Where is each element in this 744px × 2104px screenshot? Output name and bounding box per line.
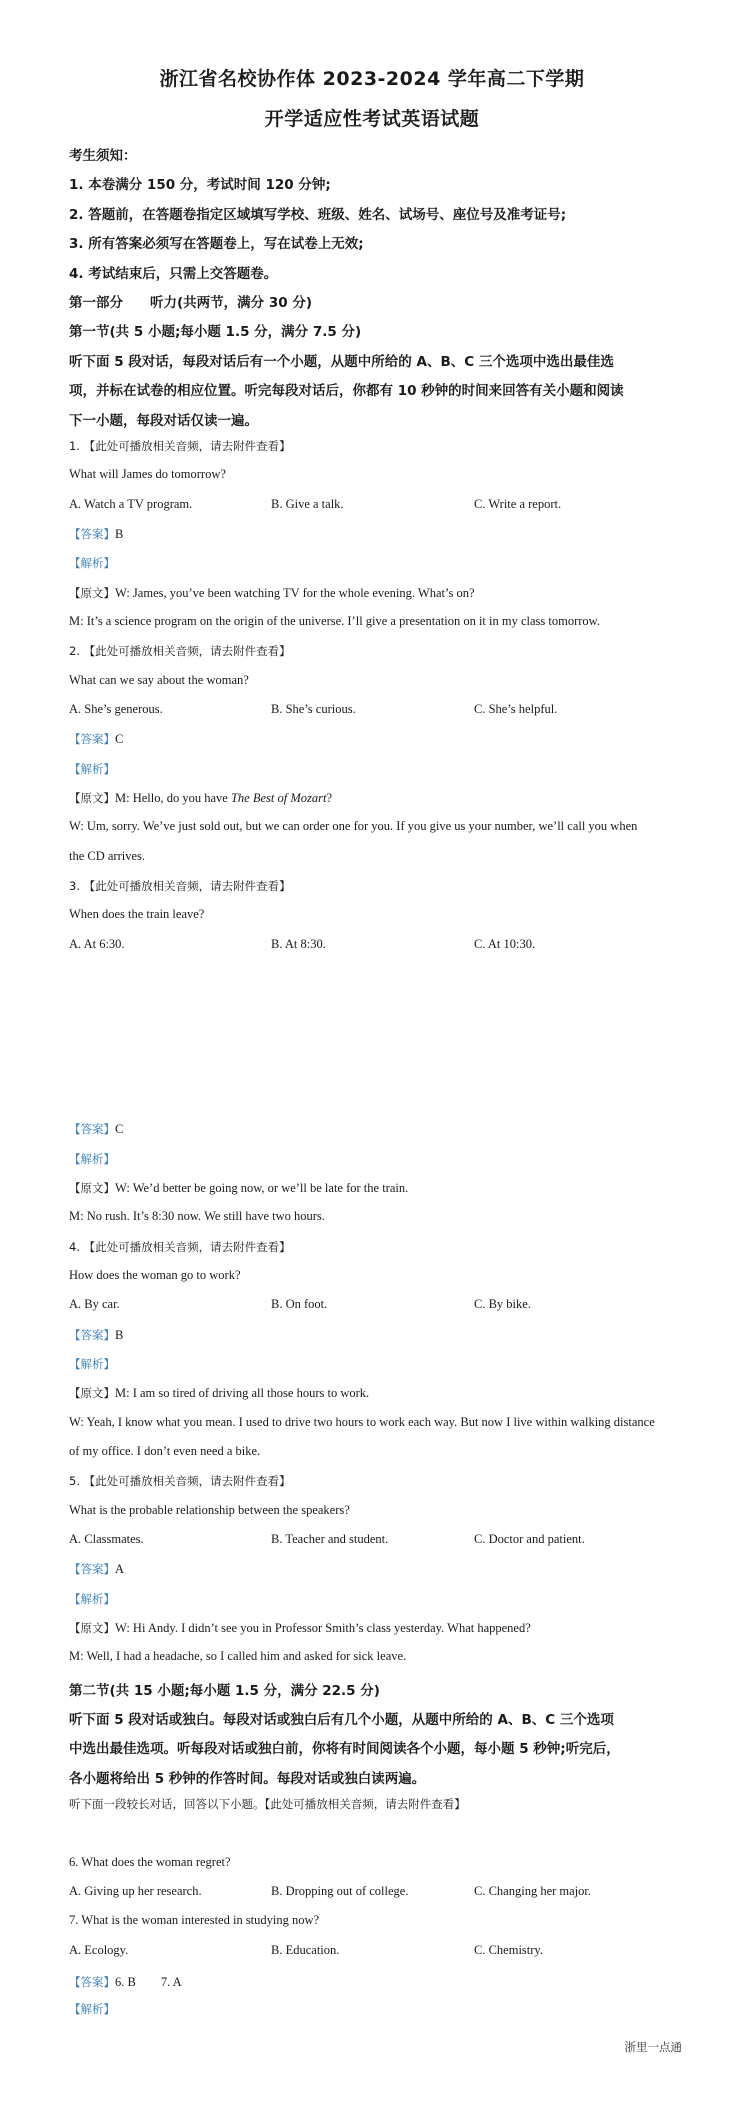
option-b: B. Dropping out of college. — [271, 1884, 409, 1898]
transcript-line — [69, 1180, 408, 1196]
audio-link[interactable]: 3. 【此处可播放相关音频，请去附件查看】 — [69, 879, 291, 893]
section2-instruction: 中选出最佳选项。听每段对话或独白前，你将有时间阅读各个小题，每小题 5 秒钟;听完后， — [69, 1741, 620, 1757]
audio-link[interactable]: 1. 【此处可播放相关音频，请去附件查看】 — [69, 439, 291, 453]
option-c: C. Doctor and patient. — [474, 1532, 585, 1546]
transcript-line — [69, 790, 332, 806]
section2-heading: 第二节(共 15 小题;每小题 1.5 分，满分 22.5 分) — [69, 1683, 380, 1699]
answer-tag: 【答案】 — [69, 1122, 115, 1136]
answer-row — [69, 1561, 124, 1577]
transcript-text: M: I am so tired of driving all those hours to work. — [115, 1386, 370, 1400]
transcript-line: of my office. I don’t even need a bike. — [69, 1444, 261, 1458]
option-b: B. On foot. — [271, 1297, 328, 1311]
analysis-tag: 【解析】 — [69, 2002, 115, 2016]
audio-link[interactable]: 听下面一段较长对话，回答以下小题。【此处可播放相关音频，请去附件查看】 — [69, 1797, 466, 1811]
answer-tag: 【答案】 — [69, 1328, 115, 1342]
option-a: A. Classmates. — [69, 1532, 144, 1546]
option-a: A. By car. — [69, 1297, 120, 1311]
transcript-line: the CD arrives. — [69, 849, 146, 863]
part1-heading: 第一部分 听力(共两节，满分 30 分) — [69, 295, 313, 311]
transcript-line: M: It’s a science program on the origin of the universe. I’ll give a presentation on it in my class tomorrow. — [69, 614, 600, 628]
answer-tag: 【答案】 — [69, 732, 115, 746]
option-c: C. Write a report. — [474, 497, 562, 511]
analysis-tag: 【解析】 — [69, 1152, 115, 1166]
answer-value: C — [115, 1122, 124, 1136]
original-tag: 【原文】 — [69, 586, 115, 600]
answer-tag: 【答案】 — [69, 1975, 115, 1989]
option-c: C. Changing her major. — [474, 1884, 591, 1898]
section2-instruction: 听下面 5 段对话或独白。每段对话或独白后有几个小题，从题中所给的 A、B、C 三个选项 — [69, 1712, 614, 1728]
transcript-text: M: Hello, do you have — [115, 791, 231, 805]
question-stem: 7. What is the woman interested in studying now? — [69, 1913, 320, 1927]
option-a: A. Giving up her research. — [69, 1884, 202, 1898]
answer-value: 6. B 7. A — [115, 1975, 182, 1989]
option-b: B. She’s curious. — [271, 702, 356, 716]
option-a: A. Ecology. — [69, 1943, 129, 1957]
analysis-tag: 【解析】 — [69, 1357, 115, 1371]
section2-instruction: 各小题将给出 5 秒钟的作答时间。每段对话或独白读两遍。 — [69, 1771, 426, 1787]
option-b: B. Teacher and student. — [271, 1532, 389, 1546]
original-tag: 【原文】 — [69, 1621, 115, 1635]
option-a: A. At 6:30. — [69, 937, 125, 951]
notice-item: 1. 本卷满分 150 分，考试时间 120 分钟; — [69, 177, 331, 193]
answer-value: B — [115, 1328, 124, 1342]
section1-instruction: 项，并标在试卷的相应位置。听完每段对话后，你都有 10 秒钟的时间来回答有关小题和阅读 — [69, 383, 624, 399]
option-b: B. Give a talk. — [271, 497, 344, 511]
analysis-tag: 【解析】 — [69, 556, 115, 570]
option-c: C. By bike. — [474, 1297, 531, 1311]
option-b: B. At 8:30. — [271, 937, 326, 951]
audio-link[interactable]: 2. 【此处可播放相关音频，请去附件查看】 — [69, 644, 291, 658]
footer-brand: 浙里一点通 — [624, 2040, 682, 2054]
notice-item: 4. 考试结束后，只需上交答题卷。 — [69, 266, 278, 282]
option-c: C. Chemistry. — [474, 1943, 543, 1957]
question-stem: 6. What does the woman regret? — [69, 1855, 231, 1869]
option-a: A. Watch a TV program. — [69, 497, 193, 511]
audio-link[interactable]: 4. 【此处可播放相关音频，请去附件查看】 — [69, 1240, 291, 1254]
transcript-line — [69, 585, 475, 601]
answer-row — [69, 526, 123, 542]
question-stem: What will James do tomorrow? — [69, 467, 226, 481]
section1-heading: 第一节(共 5 小题;每小题 1.5 分，满分 7.5 分) — [69, 324, 362, 340]
answer-tag: 【答案】 — [69, 1562, 115, 1576]
answer-value: B — [115, 527, 124, 541]
transcript-text: ? — [326, 791, 333, 805]
transcript-text: W: Hi Andy. I didn’t see you in Professor Smith’s class yesterday. What happened? — [115, 1621, 531, 1635]
option-b: B. Education. — [271, 1943, 340, 1957]
option-a: A. She’s generous. — [69, 702, 163, 716]
transcript-text: W: We’d better be going now, or we’ll be late for the train. — [115, 1181, 409, 1195]
answer-value: A — [115, 1562, 125, 1576]
transcript-text: W: James, you’ve been watching TV for the whole evening. What’s on? — [115, 586, 475, 600]
transcript-line — [69, 1385, 369, 1401]
option-c: C. At 10:30. — [474, 937, 536, 951]
question-stem: What is the probable relationship between the speakers? — [69, 1503, 350, 1517]
answer-row — [69, 731, 123, 747]
transcript-line: M: No rush. It’s 8:30 now. We still have two hours. — [69, 1209, 325, 1223]
question-stem: What can we say about the woman? — [69, 673, 249, 687]
answer-value: C — [115, 732, 124, 746]
option-c: C. She’s helpful. — [474, 702, 558, 716]
page-title: 浙江省名校协作体 2023-2024 学年高二下学期 — [159, 68, 585, 90]
original-tag: 【原文】 — [69, 1386, 115, 1400]
section1-instruction: 听下面 5 段对话，每段对话后有一个小题，从题中所给的 A、B、C 三个选项中选出最佳选 — [69, 354, 614, 370]
answer-row — [69, 1972, 182, 1990]
section1-instruction: 下一小题，每段对话仅读一遍。 — [69, 413, 258, 429]
transcript-line: M: Well, I had a headache, so I called him and asked for sick leave. — [69, 1649, 407, 1663]
notice-heading: 考生须知： — [69, 148, 137, 164]
original-tag: 【原文】 — [69, 791, 115, 805]
question-stem: When does the train leave? — [69, 907, 205, 921]
question-stem: How does the woman go to work? — [69, 1268, 241, 1282]
notice-item: 3. 所有答案必须写在答题卷上，写在试卷上无效; — [69, 236, 364, 252]
audio-link[interactable]: 5. 【此处可播放相关音频，请去附件查看】 — [69, 1474, 291, 1488]
notice-item: 2. 答题前，在答题卷指定区域填写学校、班级、姓名、试场号、座位号及准考证号; — [69, 207, 567, 223]
answer-tag: 【答案】 — [69, 527, 115, 541]
analysis-tag: 【解析】 — [69, 1592, 115, 1606]
transcript-italic-title: The Best of Mozart — [230, 791, 327, 805]
analysis-tag: 【解析】 — [69, 762, 115, 776]
transcript-line: W: Yeah, I know what you mean. I used to drive two hours to work each way. But now I live within walking distance — [69, 1415, 655, 1429]
answer-row — [69, 1327, 123, 1343]
transcript-line: W: Um, sorry. We’ve just sold out, but we can order one for you. If you give us your number, we’ll call you when — [69, 819, 638, 833]
original-tag: 【原文】 — [69, 1181, 115, 1195]
page-subtitle: 开学适应性考试英语试题 — [264, 108, 480, 130]
transcript-line — [69, 1620, 531, 1636]
answer-row — [69, 1121, 123, 1137]
